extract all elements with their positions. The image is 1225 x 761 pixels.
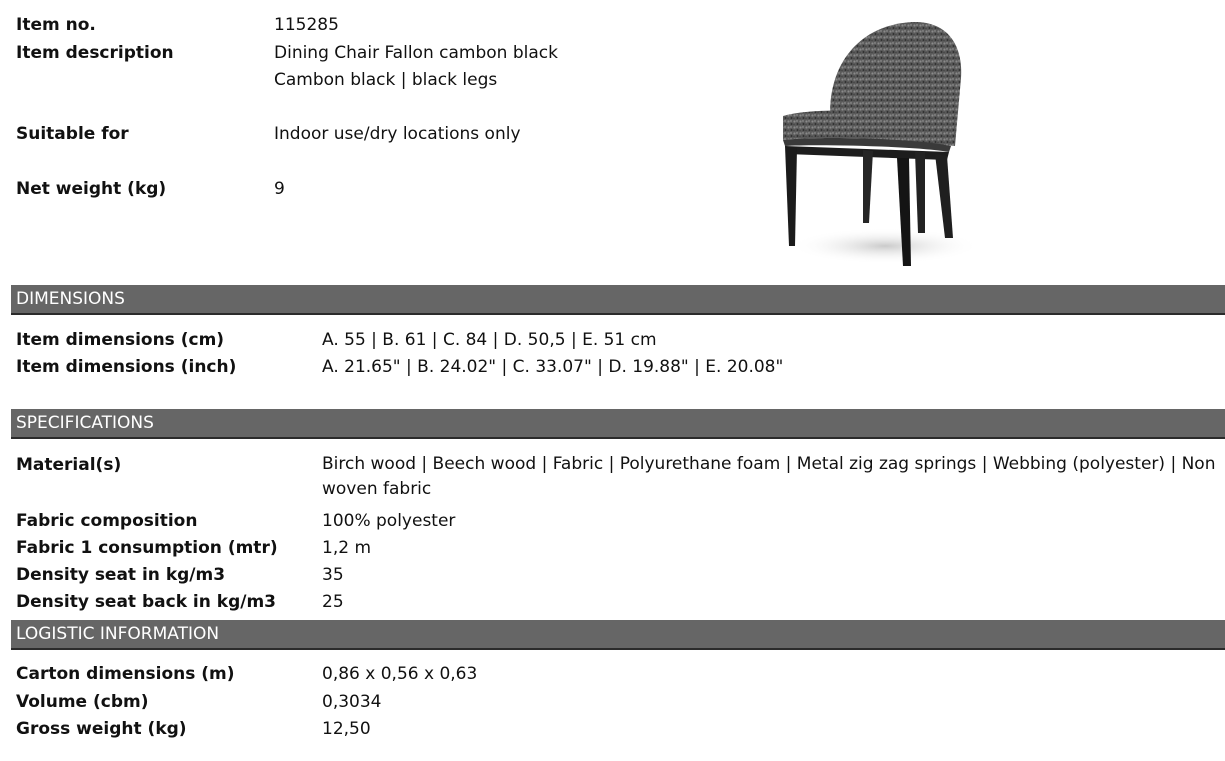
specification-value: Birch wood | Beech wood | Fabric | Polyurethane foam | Metal zig zag springs | Webbing (polyester) | Non woven fabric <box>322 454 1216 499</box>
logistic-value: 0,3034 <box>322 692 382 712</box>
dimensions-value: A. 55 | B. 61 | C. 84 | D. 50,5 | E. 51 cm <box>322 330 657 350</box>
specification-label: Fabric composition <box>16 511 198 531</box>
specifications-section-header: SPECIFICATIONS <box>11 409 1225 437</box>
logistic-label: Volume (cbm) <box>16 692 149 712</box>
logistic-value: 12,50 <box>322 719 371 739</box>
dimensions-label: Item dimensions (cm) <box>16 330 225 350</box>
dimensions-label: Item dimensions (inch) <box>16 357 237 377</box>
net-weight-value: 9 <box>274 179 285 199</box>
specification-label: Material(s) <box>16 455 122 475</box>
chair-product-image <box>775 18 975 273</box>
specification-label: Density seat in kg/m3 <box>16 565 226 585</box>
specification-label: Density seat back in kg/m3 <box>16 592 276 612</box>
item-description-line1: Dining Chair Fallon cambon black <box>274 43 558 63</box>
suitable-for-label: Suitable for <box>16 124 129 144</box>
logistic-section-header: LOGISTIC INFORMATION <box>11 620 1225 648</box>
specification-value: 1,2 m <box>322 538 371 558</box>
suitable-for-value: Indoor use/dry locations only <box>274 124 521 144</box>
specification-value: 35 <box>322 565 344 585</box>
net-weight-label: Net weight (kg) <box>16 179 167 199</box>
logistic-label: Gross weight (kg) <box>16 719 187 739</box>
logistic-label: Carton dimensions (m) <box>16 664 235 684</box>
logistic-value: 0,86 x 0,56 x 0,63 <box>322 664 478 684</box>
item-description-line2: Cambon black | black legs <box>274 70 498 90</box>
item-description-label: Item description <box>16 43 174 63</box>
item-no-label: Item no. <box>16 15 96 35</box>
specification-label: Fabric 1 consumption (mtr) <box>16 538 278 558</box>
specification-value: 25 <box>322 592 344 612</box>
dimensions-value: A. 21.65" | B. 24.02" | C. 33.07" | D. 19.88" | E. 20.08" <box>322 357 784 377</box>
dimensions-section-header: DIMENSIONS <box>11 285 1225 313</box>
item-no-value: 115285 <box>274 15 339 35</box>
specification-value: 100% polyester <box>322 511 456 531</box>
